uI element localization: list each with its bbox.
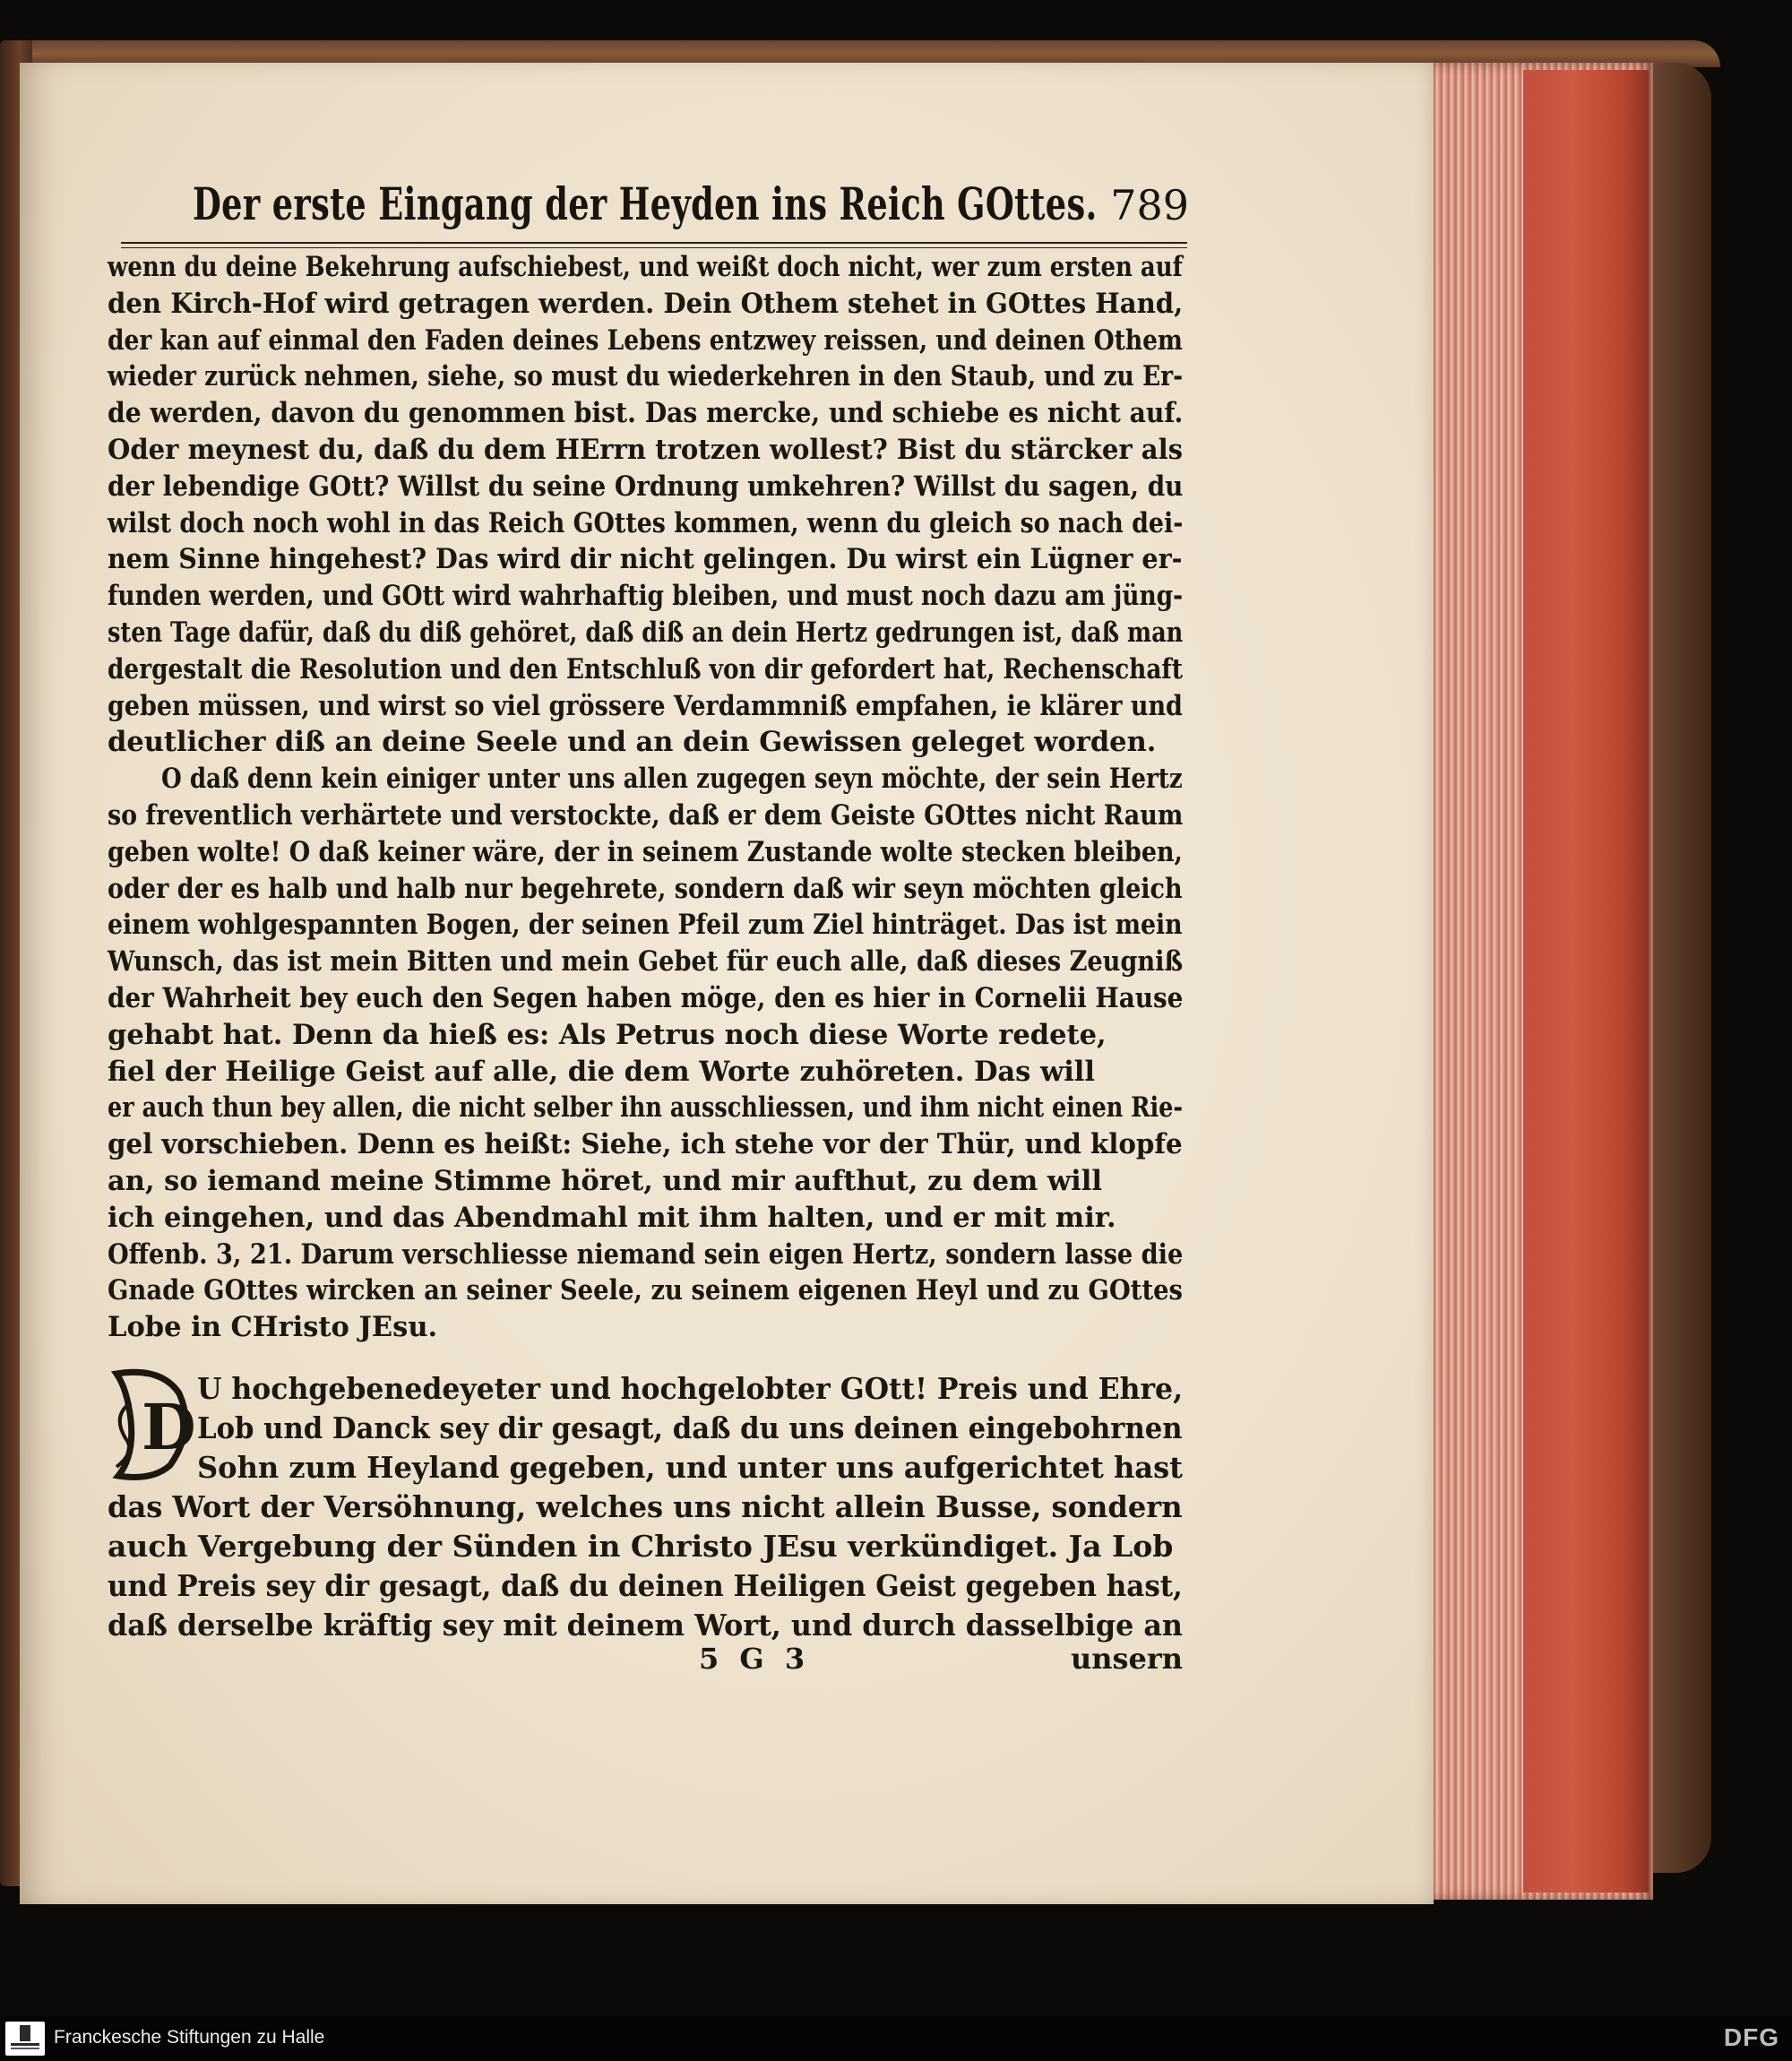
text-line: Wunsch, das ist mein Bitten und mein Gebet für euch alle, daß dieses Zeugniß: [108, 945, 1184, 979]
text-line: funden werden, und GOtt wird wahrhaftig bleiben, und must noch dazu am jüng-: [108, 580, 1184, 613]
text-line: Offenb. 3, 21. Darum verschliesse niemand sein eigen Hertz, sondern lasse die: [108, 1237, 1184, 1271]
initial-letter: D: [142, 1390, 195, 1464]
text-line: den Kirch-Hof wird getragen werden. Dein Othem stehet in GOttes Hand,: [108, 287, 1184, 320]
text-line: der lebendige GOtt? Willst du seine Ordnung umkehren? Willst du sagen, du: [108, 470, 1184, 503]
text-line: nem Sinne hingehest? Das wird dir nicht gelingen. Du wirst ein Lügner er-: [108, 543, 1183, 576]
page-footer: [108, 1642, 1183, 1686]
text-line: wieder zurück nehmen, siehe, so must du wiederkehren in den Staub, und zu Er-: [108, 360, 1184, 393]
text-line: dergestalt die Resolution und den Entschluß von dir gefordert hat, Rechenschaft: [108, 652, 1183, 686]
text-line: wenn du deine Bekehrung aufschiebest, und weißt doch nicht, wer zum ersten auf: [108, 251, 1183, 283]
prayer-line: Lob und Danck sey dir gesagt, daß du uns deinen eingebohrnen: [197, 1410, 1183, 1445]
text-line: so freventlich verhärtete und verstockte, daß er dem Geiste GOttes nicht Raum: [108, 798, 1184, 832]
text-line: de werden, davon du genommen bist. Das mercke, und schiebe es nicht auf.: [108, 397, 1184, 430]
prayer-line: und Preis sey dir gesagt, daß du deinen Heiligen Geist gegeben hast,: [108, 1568, 1183, 1603]
viewer-footer-bar: [0, 2016, 1792, 2061]
text-line: deutlicher diß an deine Seele und an dein Gewissen geleget worden.: [108, 726, 1157, 759]
text-line: wilst doch noch wohl in das Reich GOttes kommen, wenn du gleich so nach dei-: [108, 506, 1184, 539]
prayer-line: das Wort der Versöhnung, welches uns nicht allein Busse, sondern: [108, 1489, 1183, 1524]
red-page-edges: [1523, 70, 1649, 1893]
prayer-line: Sohn zum Heyland gegeben, und unter uns aufgerichtet hast: [197, 1450, 1183, 1485]
text-line: O daß denn kein einiger unter uns allen zugegen seyn möchte, der sein Hertz: [161, 763, 1183, 796]
catchword: unsern: [1070, 1642, 1183, 1676]
text-line: gel vorschieben. Denn es heißt: Siehe, ich stehe vor der Thür, und klopfe: [108, 1128, 1183, 1161]
header-title: Der erste Eingang der Heyden ins Reich GOttes.: [193, 177, 1098, 230]
prayer-line: U hochgebenedeyeter und hochgelobter GOtt! Preis und Ehre,: [197, 1371, 1184, 1406]
text-line: gehabt hat. Denn da hieß es: Als Petrus noch diese Worte redete,: [108, 1018, 1107, 1051]
text-line: der Wahrheit bey euch den Segen haben möge, den es hier in Cornelii Hause: [108, 981, 1184, 1014]
text-line: der kan auf einmal den Faden deines Lebens entzwey reissen, und deinen Othem: [108, 323, 1183, 357]
text-line: an, so iemand meine Stimme höret, und mir aufthut, zu dem will: [108, 1164, 1102, 1197]
running-header: [193, 177, 1189, 240]
sermon-text: [108, 249, 1183, 1346]
prayer-line: daß derselbe kräftig sey mit deinem Wort, und durch dasselbige an: [108, 1608, 1183, 1643]
header-rule: [121, 242, 1187, 248]
text-line: er auch thun bey allen, die nicht selber ihn ausschliessen, und ihm nicht einen Rie-: [108, 1091, 1184, 1125]
page-number: 789: [1110, 181, 1189, 229]
prayer-text: [108, 1369, 1183, 1645]
dfg-logo[interactable]: DFG: [1723, 2023, 1779, 2051]
institution-logo-icon[interactable]: [5, 2022, 45, 2056]
text-line: fiel der Heilige Geist auf alle, die dem Worte zuhöreten. Das will: [108, 1055, 1095, 1088]
institution-name[interactable]: Franckesche Stiftungen zu Halle: [54, 2027, 325, 2048]
text-line: oder der es halb und halb nur begehrete, sondern daß wir seyn möchten gleich: [108, 872, 1183, 905]
text-line: einem wohlgespannten Bogen, der seinen Pfeil zum Ziel hinträget. Das ist mein: [108, 909, 1183, 942]
text-line: sten Tage dafür, daß du diß gehöret, daß diß an dein Hertz gedrungen ist, daß man: [108, 616, 1184, 649]
text-line: geben wolte! O daß keiner wäre, der in seinem Zustande wolte stecken bleiben,: [108, 835, 1183, 868]
text-line: ich eingehen, und das Abendmahl mit ihm halten, und er mit mir.: [108, 1201, 1116, 1234]
text-line: Gnade GOttes wircken an seiner Seele, zu seinem eigenen Heyl und zu GOttes: [108, 1274, 1183, 1307]
text-line: Oder meynest du, daß du dem HErrn trotzen wollest? Bist du stärcker als: [108, 433, 1184, 466]
signature-mark: 5 G 3: [699, 1642, 811, 1676]
prayer-line: auch Vergebung der Sünden in Christo JEsu verkündiget. Ja Lob: [108, 1529, 1174, 1564]
text-line: Lobe in CHristo JEsu.: [108, 1311, 438, 1344]
text-line: geben müssen, und wirst so viel grössere Verdammniß empfahen, ie klärer und: [108, 689, 1183, 722]
